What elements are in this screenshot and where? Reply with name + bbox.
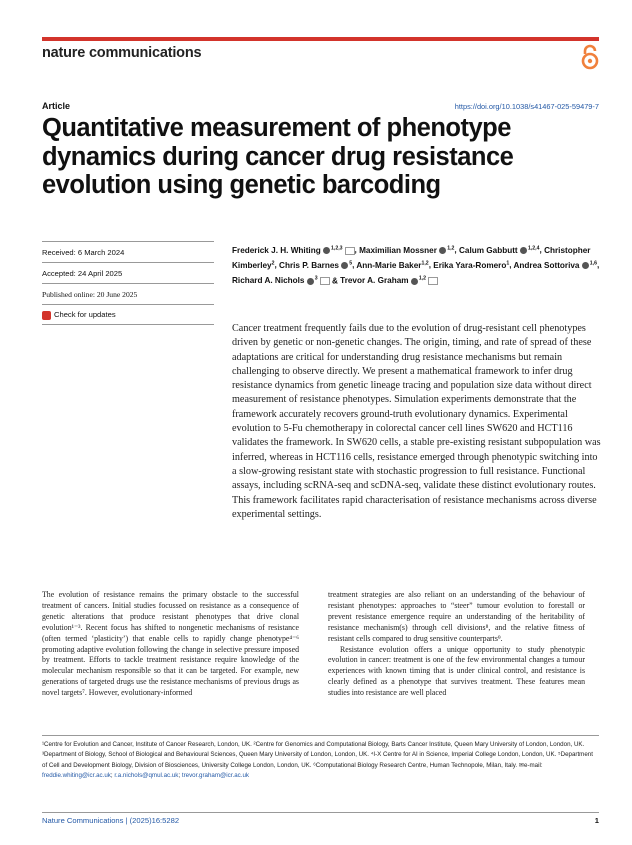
meta-divider bbox=[42, 262, 214, 263]
author[interactable]: Ann-Marie Baker$^{1,2}$ bbox=[356, 260, 429, 271]
body-column-left bbox=[42, 590, 299, 699]
check-updates-label: Check for updates bbox=[54, 310, 116, 319]
article-type: Article bbox=[42, 101, 71, 111]
footnote-divider bbox=[42, 735, 599, 736]
published-date: Published online: 20 June 2025 bbox=[42, 290, 138, 299]
author[interactable]: Calum Gabbutt $^{1,2,4}$ bbox=[458, 245, 540, 255]
email-icon[interactable] bbox=[428, 277, 438, 285]
author-list: Frederick J. H. Whiting $^{1,2,3}$ , Maximilian Mossner $^{1,2}$, Calum Gabbutt $^{1,2,4}$, Christopher Kimberley$^2$, Chris P. Barnes $^5$, Ann-Marie Baker$^{1,2}$, Erika Yara-Romero$^1$, Andrea Sottoriva $^{1,6}$, Richard A. Nichols $^3$ & Trevor A. Graham $^{1,2}$ bbox=[232, 245, 600, 286]
journal-top-rule bbox=[42, 37, 599, 41]
page-number: 1 bbox=[594, 816, 599, 825]
email-link[interactable]: r.a.nichols@qmul.ac.uk bbox=[114, 772, 179, 780]
meta-divider bbox=[42, 324, 214, 325]
affiliations-footnote: ¹Centre for Evolution and Cancer, Institute of Cancer Research, London, UK. ²Centre for Genomics and Computational Biology, Barts Cancer Institute, Queen Mary University of London, London, UK. ³Department of Biology, School of Biological and Behavioural Sciences, Queen Mary University of London, London, UK. ⁴I-X Centre for AI in Science, Imperial College London, London, UK. ⁵Department of Cell and Development Biology, Division of Biosciences, University College London, London, UK. ⁶Computational Biology Research Centre, Human Technopole, Milan, Italy. ✉e-mail: freddie.whiting@icr.ac.uk; r.a.nichols@qmul.ac.uk; trevor.graham@icr.ac.uk bbox=[42, 741, 593, 780]
email-icon[interactable] bbox=[345, 247, 355, 255]
meta-divider bbox=[42, 241, 214, 242]
meta-divider bbox=[42, 283, 214, 284]
body-paragraph: The evolution of resistance remains the primary obstacle to the successful treatment of cancers. Initial studies focussed on resistance as a consequence of genetic alterations that produce resistant phenotypes that drive clonal evolution¹⁻³. Recent focus has shifted to nongenetic mechanisms of resistance (often termed ‘plasticity’) that enable cells to rapidly change phenotype⁴⁻⁶ promoting adaptive evolution following the change in selective pressure imposed by treatment. Efforts to tackle treatment resistance require knowledge of the molecular mechanism responsible so that it can be targeted. For example, new generations of targeted drugs use the resistance mechanisms of previous drugs as novel targets⁷. However, evolutionary-informed bbox=[42, 590, 299, 698]
footer-citation[interactable]: Nature Communications | (2025)16:5282 bbox=[42, 816, 180, 825]
author[interactable]: Chris P. Barnes $^5$ bbox=[279, 260, 353, 271]
author[interactable]: Christopher Kimberley$^2$ bbox=[232, 245, 591, 271]
author[interactable]: Trevor A. Graham $^{1,2}$ bbox=[340, 276, 438, 285]
orcid-icon[interactable] bbox=[323, 247, 330, 254]
meta-divider bbox=[42, 304, 214, 305]
doi-link[interactable]: https://doi.org/10.1038/s41467-025-59479-7 bbox=[454, 102, 599, 111]
journal-name: nature communications bbox=[42, 45, 202, 61]
open-access-icon bbox=[579, 44, 601, 71]
author[interactable]: Erika Yara-Romero$^1$ bbox=[433, 260, 510, 271]
orcid-icon[interactable] bbox=[520, 247, 527, 254]
accepted-date: Accepted: 24 April 2025 bbox=[42, 269, 123, 278]
orcid-icon[interactable] bbox=[582, 262, 589, 269]
orcid-icon[interactable] bbox=[341, 262, 348, 269]
body-paragraph: Resistance evolution offers a unique opportunity to study phenotypic evolution in cancer: treatment is one of the few environmental changes a tumour experiences with known timing that is under clinical control, and resistance is clearly defined as a phenotype that survives treatment. These features mean studies into resistance are well placed bbox=[328, 644, 585, 698]
author[interactable]: Frederick J. H. Whiting $^{1,2,3}$ bbox=[232, 246, 355, 255]
email-link[interactable]: freddie.whiting@icr.ac.uk bbox=[42, 772, 111, 780]
received-date: Received: 6 March 2024 bbox=[42, 248, 125, 257]
body-paragraph: treatment strategies are also reliant on an understanding of the behaviour of resistant phenotypes: approaches to “steer” tumour evolution to forestall or prevent resistance emergence require an understanding of the heritability of resistance mechanism(s) through cell divisions⁸, and the relative fitness of resistant cells compared to drug sensitive counterparts⁹. bbox=[328, 590, 585, 643]
orcid-icon[interactable] bbox=[411, 278, 418, 285]
body-column-right bbox=[328, 590, 585, 699]
affiliations-text: ¹Centre for Evolution and Cancer, Institute of Cancer Research, London, UK. ²Centre for Genomics and Computational Biology, Barts Cancer Institute, Queen Mary University of London, London, UK. ³Department of Biology, School of Biological and Behavioural Sciences, Queen Mary University of London, London, UK. ⁴I-X Centre for AI in Science, Imperial College London, London, UK. ⁵Department of Cell and Development Biology, Division of Biosciences, University College London, London, UK. ⁶Computational Biology Research Centre, Human Technopole, Milan, Italy. ✉e-mail: bbox=[42, 741, 593, 769]
author[interactable]: Maximilian Mossner $^{1,2}$ bbox=[359, 245, 455, 255]
abstract: Cancer treatment frequently fails due to the evolution of drug-resistant cell phenotypes driven by genetic or non-genetic changes. The origin, timing, and rate of spread of these adaptations are critical for understanding drug resistance mechanisms but remain challenging to observe directly. We present a mathematical framework to infer drug resistance dynamics from genetic lineage tracing and population size data without direct measurement of resistance phenotypes. Simulation experiments demonstrate that the framework accurately recovers ground-truth evolutionary dynamics. Experimental evolution to 5-Fu chemotherapy in colorectal cancer cell lines SW620 and HCT116 validates the framework. In SW620 cells, a stable pre-existing resistant subpopulation was inferred, whereas in HCT116 cells, resistance emerged through phenotypic switching into a slow-growing resistant state with stochastic progression to full resistance. Functional assays, including scRNA-seq and scDNA-seq, validate these distinct evolutionary routes. This framework facilitates rapid characterisation of resistance mechanisms across diverse experimental settings. bbox=[232, 323, 601, 520]
author[interactable]: Andrea Sottoriva $^{1,6}$ bbox=[513, 260, 597, 271]
footer-divider bbox=[42, 812, 599, 813]
orcid-icon[interactable] bbox=[307, 278, 314, 285]
check-updates-icon bbox=[42, 311, 51, 320]
email-link[interactable]: trevor.graham@icr.ac.uk bbox=[181, 772, 249, 780]
orcid-icon[interactable] bbox=[439, 247, 446, 254]
check-for-updates[interactable] bbox=[42, 310, 116, 320]
email-icon[interactable] bbox=[320, 277, 330, 285]
author[interactable]: Richard A. Nichols $^3$ bbox=[232, 276, 330, 285]
article-title: Quantitative measurement of phenotype dynamics during cancer drug resistance evolution using genetic barcoding bbox=[42, 114, 514, 199]
